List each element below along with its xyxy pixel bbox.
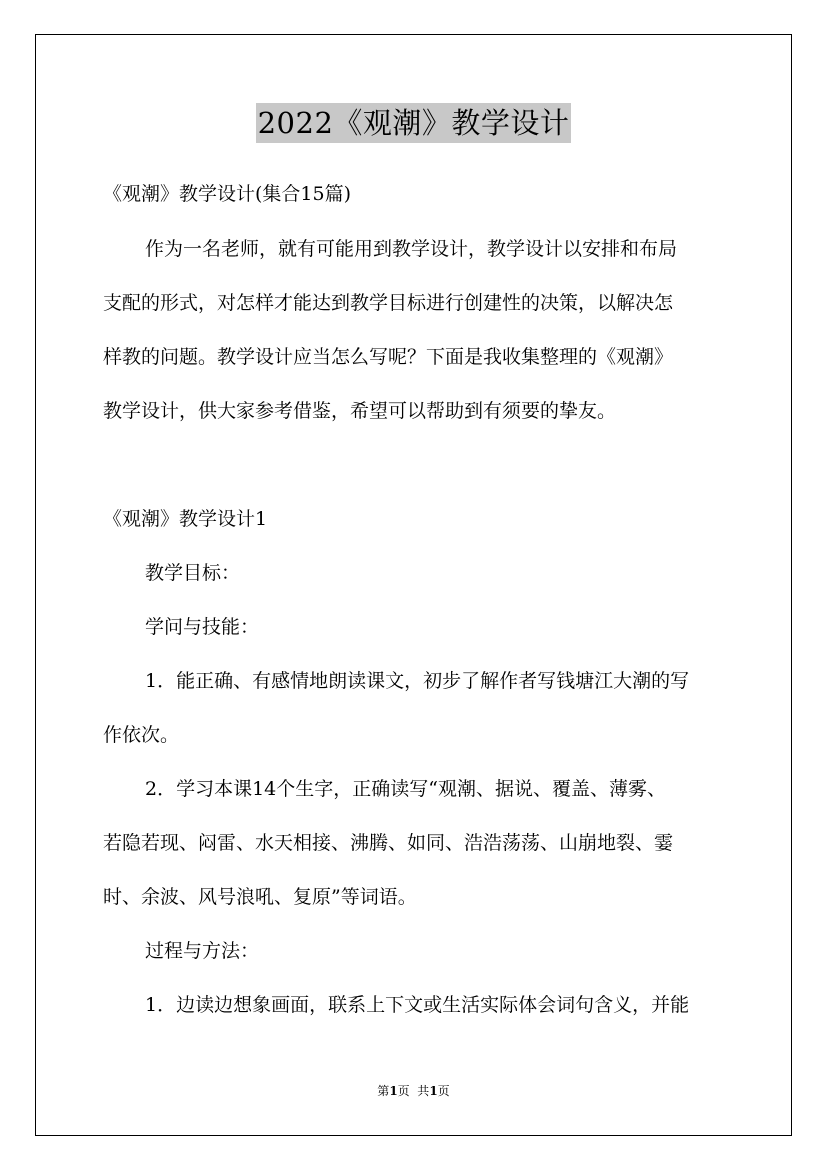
page-footer — [0, 1083, 827, 1099]
footer-mid: 页 共 — [397, 1084, 430, 1098]
footer-page-number: 1 — [389, 1084, 398, 1098]
item3-line-1: 1．边读边想象画面，联系上下文或生活实际体会词句含义，并能 — [145, 994, 690, 1016]
intro-line-1: 作为一名老师，就有可能用到教学设计，教学设计以安排和布局 — [145, 238, 678, 260]
footer-prefix: 第 — [377, 1084, 390, 1098]
footer-suffix: 页 — [437, 1084, 450, 1098]
process-methods-label: 过程与方法： — [145, 940, 260, 962]
item1-line-1: 1．能正确、有感情地朗读课文，初步了解作者写钱塘江大潮的写 — [145, 670, 690, 692]
document-title: 2022《观潮》教学设计 — [256, 103, 572, 143]
intro-line-4: 教学设计，供大家参考借鉴，希望可以帮助到有须要的挚友。 — [103, 400, 617, 422]
item2-line-2: 若隐若现、闷雷、水天相接、沸腾、如同、浩浩荡荡、山崩地裂、霎 — [103, 832, 674, 854]
item2-line-3: 时、余波、风号浪吼、复原”等词语。 — [103, 886, 417, 908]
document-subtitle: 《观潮》教学设计(集合15篇) — [103, 183, 352, 205]
item2-line-1: 2．学习本课14个生字，正确读写“观潮、据说、覆盖、薄雾、 — [145, 778, 666, 800]
section-heading: 《观潮》教学设计1 — [103, 508, 268, 530]
intro-line-2: 支配的形式，对怎样才能达到教学目标进行创建性的决策，以解决怎 — [103, 292, 674, 314]
item1-line-2: 作依次。 — [103, 724, 180, 746]
knowledge-skills-label: 学问与技能： — [145, 616, 260, 638]
title-container — [0, 103, 827, 143]
footer-total-pages: 1 — [429, 1084, 438, 1098]
teaching-goals-label: 教学目标： — [145, 562, 241, 584]
intro-line-3: 样教的问题。教学设计应当怎么写呢？下面是我收集整理的《观潮》 — [103, 346, 674, 368]
